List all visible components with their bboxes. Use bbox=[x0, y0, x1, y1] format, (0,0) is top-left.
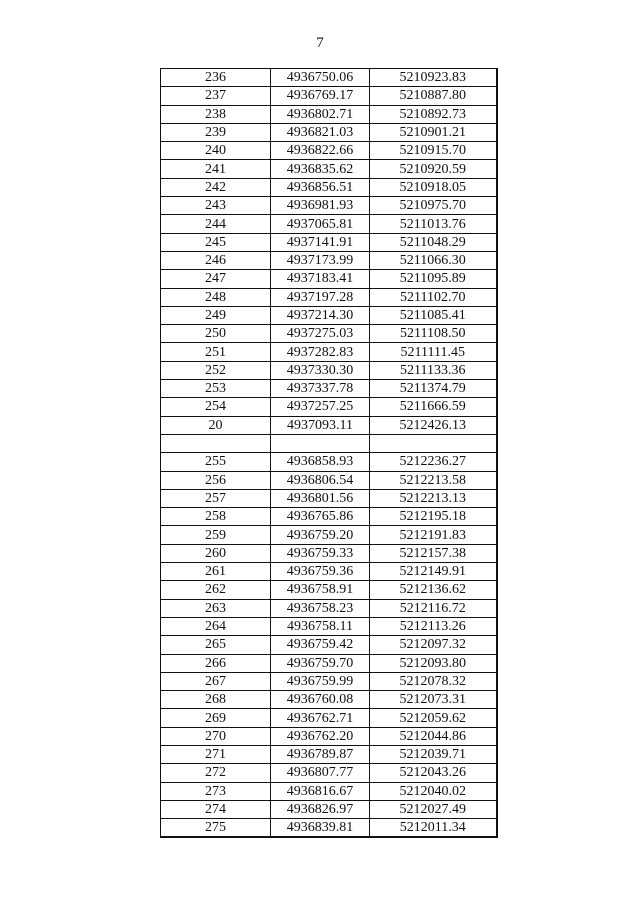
y-coordinate-cell: 5212136.62 bbox=[370, 581, 497, 599]
x-coordinate-cell: 4936816.67 bbox=[271, 782, 370, 800]
table-row bbox=[161, 489, 497, 507]
x-coordinate-cell: 4937173.99 bbox=[271, 251, 370, 269]
x-coordinate-cell: 4936759.42 bbox=[271, 636, 370, 654]
x-coordinate-cell: 4937093.11 bbox=[271, 416, 370, 434]
point-number-cell: 258 bbox=[161, 508, 271, 526]
table-row bbox=[161, 251, 497, 269]
table-row bbox=[161, 69, 497, 87]
y-coordinate-cell: 5211374.79 bbox=[370, 380, 497, 398]
table-row bbox=[161, 617, 497, 635]
x-coordinate-cell: 4936758.91 bbox=[271, 581, 370, 599]
y-coordinate-cell: 5212213.58 bbox=[370, 471, 497, 489]
table-row bbox=[161, 819, 497, 838]
table-row bbox=[161, 343, 497, 361]
table-row bbox=[161, 544, 497, 562]
table-row bbox=[161, 745, 497, 763]
x-coordinate-cell: 4936806.54 bbox=[271, 471, 370, 489]
point-number-cell: 252 bbox=[161, 361, 271, 379]
x-coordinate-cell: 4936759.20 bbox=[271, 526, 370, 544]
y-coordinate-cell: 5210887.80 bbox=[370, 87, 497, 105]
x-coordinate-cell: 4937065.81 bbox=[271, 215, 370, 233]
x-coordinate-cell: 4936802.71 bbox=[271, 105, 370, 123]
y-coordinate-cell: 5211048.29 bbox=[370, 233, 497, 251]
table-row bbox=[161, 306, 497, 324]
point-number-cell: 20 bbox=[161, 416, 271, 434]
table-row bbox=[161, 563, 497, 581]
table-row bbox=[161, 270, 497, 288]
x-coordinate-cell: 4936760.08 bbox=[271, 691, 370, 709]
y-coordinate-cell: 5212040.02 bbox=[370, 782, 497, 800]
y-coordinate-cell: 5212236.27 bbox=[370, 453, 497, 471]
point-number-cell: 247 bbox=[161, 270, 271, 288]
y-coordinate-cell: 5212039.71 bbox=[370, 745, 497, 763]
table-row bbox=[161, 416, 497, 434]
x-coordinate-cell: 4937257.25 bbox=[271, 398, 370, 416]
y-coordinate-cell: 5212157.38 bbox=[370, 544, 497, 562]
x-coordinate-cell: 4936826.97 bbox=[271, 800, 370, 818]
point-number-cell: 242 bbox=[161, 178, 271, 196]
table-row bbox=[161, 471, 497, 489]
table-row bbox=[161, 800, 497, 818]
point-number-cell: 244 bbox=[161, 215, 271, 233]
point-number-cell: 262 bbox=[161, 581, 271, 599]
x-coordinate-cell: 4936822.66 bbox=[271, 142, 370, 160]
x-coordinate-cell: 4936758.11 bbox=[271, 617, 370, 635]
y-coordinate-cell: 5212059.62 bbox=[370, 709, 497, 727]
table-row bbox=[161, 87, 497, 105]
x-coordinate-cell: 4937282.83 bbox=[271, 343, 370, 361]
y-coordinate-cell: 5212097.32 bbox=[370, 636, 497, 654]
x-coordinate-cell: 4936769.17 bbox=[271, 87, 370, 105]
point-number-cell: 257 bbox=[161, 489, 271, 507]
y-coordinate-cell: 5210901.21 bbox=[370, 123, 497, 141]
x-coordinate-cell: 4936759.36 bbox=[271, 563, 370, 581]
y-coordinate-cell: 5211666.59 bbox=[370, 398, 497, 416]
y-coordinate-cell: 5212093.80 bbox=[370, 654, 497, 672]
x-coordinate-cell: 4936835.62 bbox=[271, 160, 370, 178]
point-number-cell: 266 bbox=[161, 654, 271, 672]
y-coordinate-cell: 5211066.30 bbox=[370, 251, 497, 269]
y-coordinate-cell: 5211108.50 bbox=[370, 325, 497, 343]
point-number-cell: 260 bbox=[161, 544, 271, 562]
point-number-cell: 261 bbox=[161, 563, 271, 581]
point-number-cell: 243 bbox=[161, 197, 271, 215]
point-number-cell: 253 bbox=[161, 380, 271, 398]
x-coordinate-cell: 4937183.41 bbox=[271, 270, 370, 288]
table-row bbox=[161, 691, 497, 709]
y-coordinate-cell: 5212027.49 bbox=[370, 800, 497, 818]
y-coordinate-cell: 5212011.34 bbox=[370, 819, 497, 838]
point-number-cell: 267 bbox=[161, 672, 271, 690]
table-row bbox=[161, 709, 497, 727]
x-coordinate-cell: 4936750.06 bbox=[271, 69, 370, 87]
table-row bbox=[161, 325, 497, 343]
point-number-cell: 256 bbox=[161, 471, 271, 489]
y-coordinate-cell: 5211095.89 bbox=[370, 270, 497, 288]
y-coordinate-cell: 5211102.70 bbox=[370, 288, 497, 306]
x-coordinate-cell: 4936981.93 bbox=[271, 197, 370, 215]
point-number-cell: 268 bbox=[161, 691, 271, 709]
x-coordinate-cell bbox=[271, 434, 370, 452]
table-row bbox=[161, 434, 497, 452]
y-coordinate-cell: 5212113.26 bbox=[370, 617, 497, 635]
table-row bbox=[161, 142, 497, 160]
table-row bbox=[161, 727, 497, 745]
table-row bbox=[161, 361, 497, 379]
x-coordinate-cell: 4937141.91 bbox=[271, 233, 370, 251]
y-coordinate-cell: 5212426.13 bbox=[370, 416, 497, 434]
x-coordinate-cell: 4936762.71 bbox=[271, 709, 370, 727]
point-number-cell: 254 bbox=[161, 398, 271, 416]
table-row bbox=[161, 197, 497, 215]
y-coordinate-cell: 5210920.59 bbox=[370, 160, 497, 178]
y-coordinate-cell: 5210923.83 bbox=[370, 69, 497, 87]
point-number-cell: 272 bbox=[161, 764, 271, 782]
point-number-cell bbox=[161, 434, 271, 452]
y-coordinate-cell: 5210918.05 bbox=[370, 178, 497, 196]
y-coordinate-cell: 5210975.70 bbox=[370, 197, 497, 215]
table-row bbox=[161, 233, 497, 251]
table-row bbox=[161, 178, 497, 196]
point-number-cell: 271 bbox=[161, 745, 271, 763]
y-coordinate-cell: 5212044.86 bbox=[370, 727, 497, 745]
y-coordinate-cell: 5211133.36 bbox=[370, 361, 497, 379]
x-coordinate-cell: 4936759.70 bbox=[271, 654, 370, 672]
table-row bbox=[161, 105, 497, 123]
table-row bbox=[161, 764, 497, 782]
table-row bbox=[161, 654, 497, 672]
coordinates-table-container bbox=[160, 68, 498, 838]
y-coordinate-cell: 5212073.31 bbox=[370, 691, 497, 709]
point-number-cell: 239 bbox=[161, 123, 271, 141]
table-row bbox=[161, 453, 497, 471]
y-coordinate-cell: 5212116.72 bbox=[370, 599, 497, 617]
x-coordinate-cell: 4936759.33 bbox=[271, 544, 370, 562]
y-coordinate-cell: 5212149.91 bbox=[370, 563, 497, 581]
table-row bbox=[161, 672, 497, 690]
y-coordinate-cell: 5211085.41 bbox=[370, 306, 497, 324]
point-number-cell: 255 bbox=[161, 453, 271, 471]
y-coordinate-cell: 5212043.26 bbox=[370, 764, 497, 782]
x-coordinate-cell: 4936856.51 bbox=[271, 178, 370, 196]
coordinates-table bbox=[160, 68, 498, 838]
point-number-cell: 273 bbox=[161, 782, 271, 800]
point-number-cell: 259 bbox=[161, 526, 271, 544]
y-coordinate-cell: 5211111.45 bbox=[370, 343, 497, 361]
x-coordinate-cell: 4936765.86 bbox=[271, 508, 370, 526]
point-number-cell: 237 bbox=[161, 87, 271, 105]
point-number-cell: 238 bbox=[161, 105, 271, 123]
x-coordinate-cell: 4937275.03 bbox=[271, 325, 370, 343]
point-number-cell: 248 bbox=[161, 288, 271, 306]
point-number-cell: 246 bbox=[161, 251, 271, 269]
point-number-cell: 270 bbox=[161, 727, 271, 745]
table-row bbox=[161, 599, 497, 617]
y-coordinate-cell: 5212078.32 bbox=[370, 672, 497, 690]
x-coordinate-cell: 4936762.20 bbox=[271, 727, 370, 745]
point-number-cell: 250 bbox=[161, 325, 271, 343]
x-coordinate-cell: 4936807.77 bbox=[271, 764, 370, 782]
y-coordinate-cell: 5212213.13 bbox=[370, 489, 497, 507]
x-coordinate-cell: 4937330.30 bbox=[271, 361, 370, 379]
table-row bbox=[161, 636, 497, 654]
y-coordinate-cell: 5211013.76 bbox=[370, 215, 497, 233]
table-row bbox=[161, 160, 497, 178]
x-coordinate-cell: 4936789.87 bbox=[271, 745, 370, 763]
y-coordinate-cell: 5210915.70 bbox=[370, 142, 497, 160]
x-coordinate-cell: 4936801.56 bbox=[271, 489, 370, 507]
table-row bbox=[161, 123, 497, 141]
table-row bbox=[161, 288, 497, 306]
point-number-cell: 236 bbox=[161, 69, 271, 87]
point-number-cell: 240 bbox=[161, 142, 271, 160]
point-number-cell: 251 bbox=[161, 343, 271, 361]
page-number: 7 bbox=[316, 35, 324, 51]
table-row bbox=[161, 782, 497, 800]
coordinates-table-body bbox=[161, 69, 497, 838]
y-coordinate-cell bbox=[370, 434, 497, 452]
table-row bbox=[161, 581, 497, 599]
point-number-cell: 245 bbox=[161, 233, 271, 251]
y-coordinate-cell: 5212191.83 bbox=[370, 526, 497, 544]
point-number-cell: 269 bbox=[161, 709, 271, 727]
table-row bbox=[161, 380, 497, 398]
x-coordinate-cell: 4936759.99 bbox=[271, 672, 370, 690]
point-number-cell: 249 bbox=[161, 306, 271, 324]
point-number-cell: 274 bbox=[161, 800, 271, 818]
point-number-cell: 263 bbox=[161, 599, 271, 617]
x-coordinate-cell: 4936758.23 bbox=[271, 599, 370, 617]
table-row bbox=[161, 398, 497, 416]
table-row bbox=[161, 508, 497, 526]
point-number-cell: 265 bbox=[161, 636, 271, 654]
table-row bbox=[161, 526, 497, 544]
point-number-cell: 241 bbox=[161, 160, 271, 178]
point-number-cell: 264 bbox=[161, 617, 271, 635]
x-coordinate-cell: 4937214.30 bbox=[271, 306, 370, 324]
table-row bbox=[161, 215, 497, 233]
y-coordinate-cell: 5210892.73 bbox=[370, 105, 497, 123]
x-coordinate-cell: 4936839.81 bbox=[271, 819, 370, 838]
x-coordinate-cell: 4936821.03 bbox=[271, 123, 370, 141]
x-coordinate-cell: 4937337.78 bbox=[271, 380, 370, 398]
x-coordinate-cell: 4936858.93 bbox=[271, 453, 370, 471]
y-coordinate-cell: 5212195.18 bbox=[370, 508, 497, 526]
x-coordinate-cell: 4937197.28 bbox=[271, 288, 370, 306]
point-number-cell: 275 bbox=[161, 819, 271, 838]
